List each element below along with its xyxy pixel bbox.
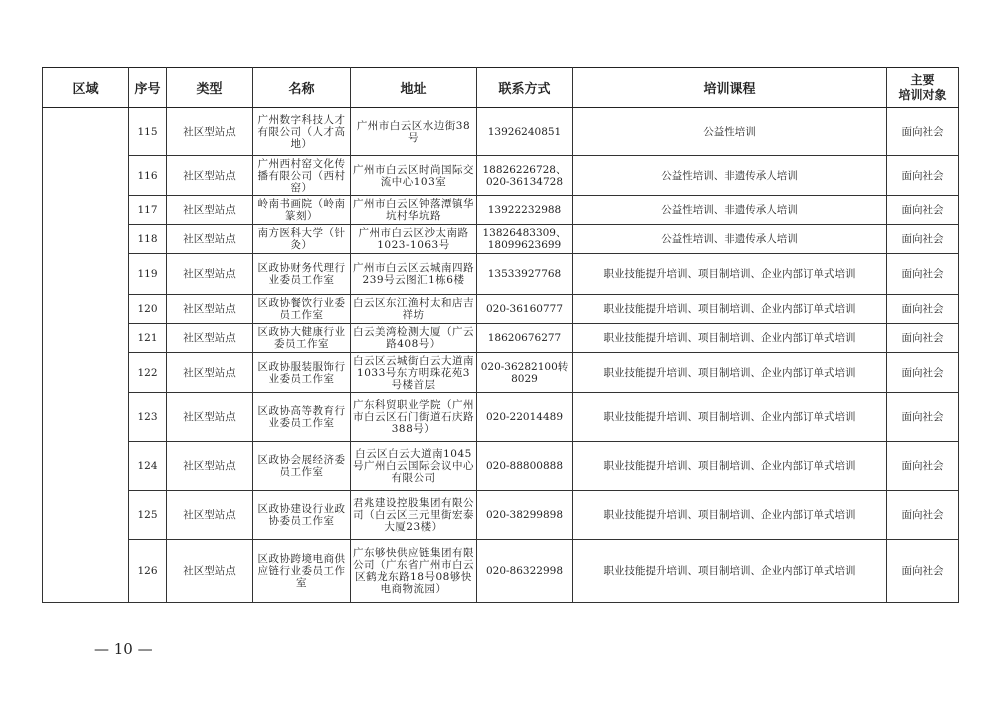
row-name: 广州数字科技人才有限公司（人才高地） (253, 108, 351, 156)
row-contact: 13533927768 (477, 254, 573, 295)
row-name: 区政协大健康行业委员工作室 (253, 324, 351, 353)
header-contact: 联系方式 (477, 68, 573, 108)
table-row (43, 324, 959, 353)
row-type: 社区型站点 (167, 324, 253, 353)
header-name: 名称 (253, 68, 351, 108)
row-course: 职业技能提升培训、项目制培训、企业内部订单式培训 (573, 393, 887, 442)
row-seq: 116 (129, 156, 167, 196)
row-type: 社区型站点 (167, 393, 253, 442)
row-type: 社区型站点 (167, 353, 253, 393)
table-body (43, 108, 959, 603)
row-seq: 123 (129, 393, 167, 442)
row-type: 社区型站点 (167, 225, 253, 254)
row-contact: 13926240851 (477, 108, 573, 156)
row-target: 面向社会 (887, 295, 959, 324)
row-course: 公益性培训、非遗传承人培训 (573, 225, 887, 254)
row-address: 广东科贸职业学院（广州市白云区石门街道石庆路388号） (351, 393, 477, 442)
row-address: 白云美湾检测大厦（广云路408号） (351, 324, 477, 353)
row-address: 白云区云城街白云大道南1033号东方明珠花苑3号楼首层 (351, 353, 477, 393)
row-address: 广州市白云区钟落潭镇华坑村华坑路 (351, 196, 477, 225)
table-row (43, 442, 959, 491)
row-target: 面向社会 (887, 196, 959, 225)
table-row (43, 196, 959, 225)
header-target-line2: 培训对象 (898, 87, 947, 102)
header-target (887, 68, 959, 108)
row-target: 面向社会 (887, 254, 959, 295)
row-contact: 13922232988 (477, 196, 573, 225)
row-name: 区政协餐饮行业委员工作室 (253, 295, 351, 324)
row-name: 区政协财务代理行业委员工作室 (253, 254, 351, 295)
row-address: 广州市白云区沙太南路1023-1063号 (351, 225, 477, 254)
row-target: 面向社会 (887, 156, 959, 196)
table-row (43, 540, 959, 603)
row-contact: 020-86322998 (477, 540, 573, 603)
row-course: 职业技能提升培训、项目制培训、企业内部订单式培训 (573, 491, 887, 540)
row-contact: 020-22014489 (477, 393, 573, 442)
row-name: 区政协高等教育行业委员工作室 (253, 393, 351, 442)
row-type: 社区型站点 (167, 108, 253, 156)
row-seq: 118 (129, 225, 167, 254)
table-row (43, 353, 959, 393)
region-cell (43, 108, 129, 603)
row-type: 社区型站点 (167, 156, 253, 196)
row-seq: 120 (129, 295, 167, 324)
table-row (43, 393, 959, 442)
header-seq: 序号 (129, 68, 167, 108)
table-row (43, 295, 959, 324)
row-course: 公益性培训、非遗传承人培训 (573, 156, 887, 196)
row-address: 君兆建设控股集团有限公司（白云区三元里街宏泰大厦23楼） (351, 491, 477, 540)
row-contact: 18620676277 (477, 324, 573, 353)
row-type: 社区型站点 (167, 254, 253, 295)
training-sites-table (42, 67, 959, 603)
header-target-line1: 主要 (910, 72, 935, 87)
row-target: 面向社会 (887, 108, 959, 156)
row-contact: 020-36160777 (477, 295, 573, 324)
row-target: 面向社会 (887, 491, 959, 540)
row-name: 区政协服装服饰行业委员工作室 (253, 353, 351, 393)
row-seq: 126 (129, 540, 167, 603)
row-target: 面向社会 (887, 540, 959, 603)
row-seq: 124 (129, 442, 167, 491)
row-target: 面向社会 (887, 225, 959, 254)
header-course: 培训课程 (573, 68, 887, 108)
row-name: 区政协建设行业政协委员工作室 (253, 491, 351, 540)
row-address: 白云区白云大道南1045号广州白云国际会议中心有限公司 (351, 442, 477, 491)
row-contact: 020-36282100转8029 (477, 353, 573, 393)
row-target: 面向社会 (887, 324, 959, 353)
row-type: 社区型站点 (167, 295, 253, 324)
row-address: 广州市白云区云城南四路239号云图汇1栋6楼 (351, 254, 477, 295)
row-type: 社区型站点 (167, 442, 253, 491)
row-course: 职业技能提升培训、项目制培训、企业内部订单式培训 (573, 295, 887, 324)
row-name: 区政协会展经济委员工作室 (253, 442, 351, 491)
row-type: 社区型站点 (167, 196, 253, 225)
row-address: 广州市白云区水边街38号 (351, 108, 477, 156)
row-seq: 121 (129, 324, 167, 353)
row-name: 南方医科大学（针灸） (253, 225, 351, 254)
table-row (43, 108, 959, 156)
row-contact: 13826483309、18099623699 (477, 225, 573, 254)
row-seq: 122 (129, 353, 167, 393)
row-type: 社区型站点 (167, 491, 253, 540)
row-address: 广州市白云区时尚国际交流中心103室 (351, 156, 477, 196)
row-course: 职业技能提升培训、项目制培训、企业内部订单式培训 (573, 442, 887, 491)
row-course: 职业技能提升培训、项目制培训、企业内部订单式培训 (573, 353, 887, 393)
row-seq: 115 (129, 108, 167, 156)
page-number: — 10 — (94, 640, 153, 658)
row-contact: 020-38299898 (477, 491, 573, 540)
row-address: 白云区东江渔村太和店吉祥坊 (351, 295, 477, 324)
row-name: 区政协跨境电商供应链行业委员工作室 (253, 540, 351, 603)
row-name: 广州西村窑文化传播有限公司（西村窑） (253, 156, 351, 196)
row-course: 公益性培训 (573, 108, 887, 156)
table-row (43, 156, 959, 196)
row-course: 职业技能提升培训、项目制培训、企业内部订单式培训 (573, 254, 887, 295)
row-seq: 117 (129, 196, 167, 225)
row-seq: 125 (129, 491, 167, 540)
table-row (43, 491, 959, 540)
row-target: 面向社会 (887, 393, 959, 442)
row-name: 岭南书画院（岭南篆刻） (253, 196, 351, 225)
header-address: 地址 (351, 68, 477, 108)
row-target: 面向社会 (887, 442, 959, 491)
header-type: 类型 (167, 68, 253, 108)
row-contact: 18826226728、020-36134728 (477, 156, 573, 196)
row-contact: 020-88800888 (477, 442, 573, 491)
row-course: 职业技能提升培训、项目制培训、企业内部订单式培训 (573, 324, 887, 353)
table-header (43, 68, 959, 108)
table-row (43, 254, 959, 295)
row-target: 面向社会 (887, 353, 959, 393)
row-type: 社区型站点 (167, 540, 253, 603)
header-region: 区域 (43, 68, 129, 108)
row-address: 广东够快供应链集团有限公司（广东省广州市白云区鹤龙东路18号08够快电商物流园） (351, 540, 477, 603)
row-course: 公益性培训、非遗传承人培训 (573, 196, 887, 225)
row-seq: 119 (129, 254, 167, 295)
table-row (43, 225, 959, 254)
row-course: 职业技能提升培训、项目制培训、企业内部订单式培训 (573, 540, 887, 603)
